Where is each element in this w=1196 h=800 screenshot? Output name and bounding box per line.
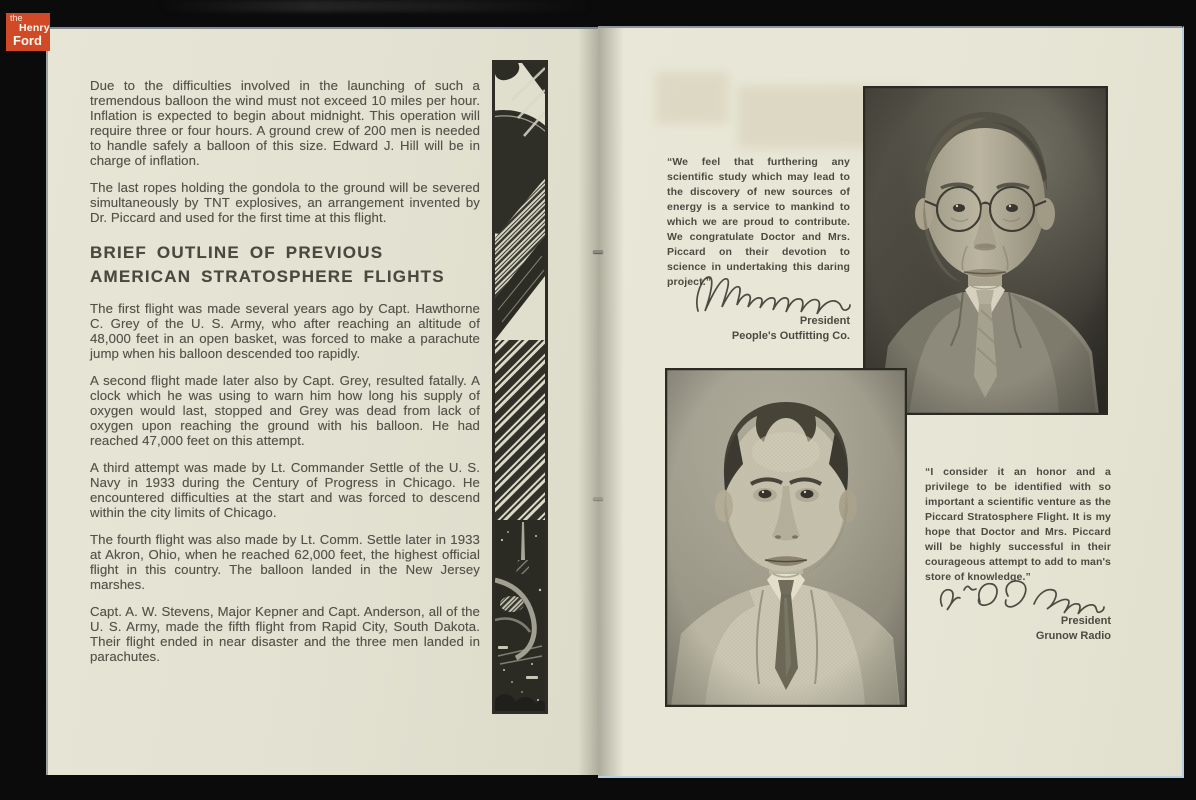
paragraph-third-flight: A third attempt was made by Lt. Commander Settle of the U. S. Navy in 1933 during the Century of Progress in Chicago. He encountered difficulties at the start and was forced to descend within the city limits of Chicago. (90, 460, 480, 520)
signature-grunow (934, 578, 1106, 618)
paragraph-fourth-flight: The fourth flight was also made by Lt. Comm. Settle later in 1933 at Akron, Ohio, when he reached 62,000 feet, the highest official flight in this country. The balloon landed in the New Jersey marshes. (90, 532, 480, 592)
quote-text: “I consider it an honor and a privilege to be identified with so important a scientific venture as the Piccard Stratosphere Flight. It is my hope that Doctor and Mrs. Piccard will be highly successful in their courageous attempt to add to man's store of knowledge.” (925, 466, 1111, 583)
quote2-company: Grunow Radio (1035, 629, 1111, 642)
logo-name-top: Henry (19, 22, 50, 34)
quote-text: “We feel that furthering any scientific study which may lead to the discovery of new sources of energy is a service to mankind to which we are proud to contribute. We congratulate Doctor and Mrs. Piccard on their devotion to science in undertaking this daring project.” (667, 156, 850, 288)
paragraph-fifth-flight: Capt. A. W. Stevens, Major Kepner and Capt. Anderson, all of the U. S. Army, made the fifth flight from Rapid City, South Dakota. Their flight ended in near disaster and the three men landed in parachutes. (90, 604, 480, 664)
paragraph-first-flight: The first flight was made several years ago by Capt. Hawthorne C. Grey of the U. S. Army, who after reaching an altitude of 48,000 feet in an open basket, was forced to make a parachute jump when his balloon descended too rapidly. (90, 301, 480, 361)
scan-streak (160, 0, 590, 12)
left-page-text-column (90, 78, 480, 676)
section-heading: BRIEF OUTLINE OF PREVIOUS AMERICAN STRATOSPHERE FLIGHTS (90, 243, 445, 286)
portrait-photo-grunow (665, 368, 907, 707)
booklet-right-page (598, 26, 1184, 778)
paragraph-tnt-release: The last ropes holding the gondola to the ground will be severed simultaneously by TNT explosives, an arrangement invented by Dr. Piccard and used for the first time at this flight. (90, 180, 480, 225)
logo-prefix: the (10, 13, 23, 23)
binding-staple (593, 250, 603, 253)
signature-wineman (694, 269, 852, 315)
quote1-company: People's Outfitting Co. (731, 329, 850, 342)
paragraph-launch-difficulties: Due to the difficulties involved in the launching of such a tremendous balloon the wind must not exceed 10 miles per hour. Inflation is expected to begin about midnight. This operation will require three or four hours. A ground crew of 200 men is needed to handle safely a balloon of this size. Edward J. Hill will be in charge of inflation. (90, 78, 480, 168)
logo-name-bottom: Ford (13, 33, 42, 48)
endorsement-quote-grunow (925, 465, 1111, 585)
portrait-photo-wineman (863, 86, 1108, 415)
binding-staple (593, 497, 603, 500)
etching-illustration-strip (492, 60, 548, 714)
paragraph-second-flight: A second flight made later also by Capt. Grey, resulted fatally. A clock which he was using to warn him how long his supply of oxygen would last, stopped and Grey was dead from lack of oxygen upon reaching the ground with his balloon. He had reached 47,000 feet on this attempt. (90, 373, 480, 448)
booklet-left-page (46, 27, 600, 775)
quote1-title: President (799, 315, 850, 327)
print-showthrough (656, 72, 728, 124)
quote2-attribution (925, 614, 1111, 643)
quote2-title: President (1060, 615, 1111, 627)
quote1-attribution (667, 314, 850, 343)
henry-ford-logo (6, 13, 50, 51)
